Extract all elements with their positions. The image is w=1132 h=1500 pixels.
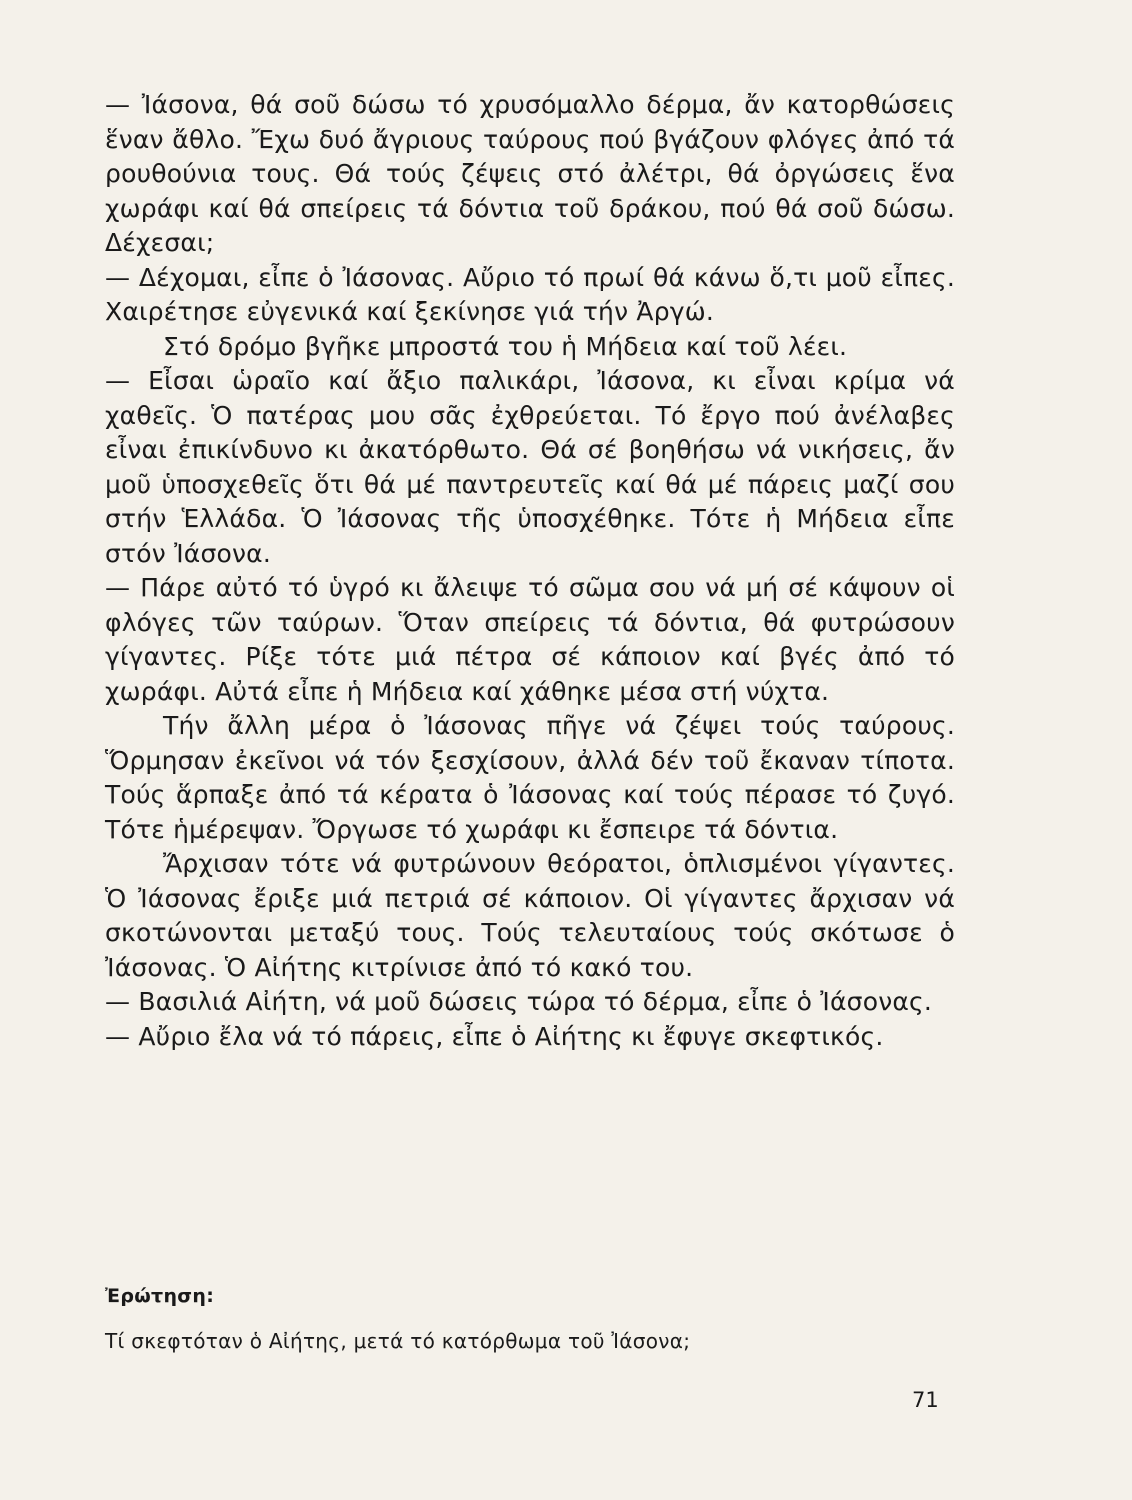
question-heading: Ἐρώτηση:	[105, 1285, 215, 1307]
paragraph-8: — Βασιλιά Αἰήτη, νά μοῦ δώσεις τώρα τό δέρμα, εἶπε ὁ Ἰάσονας.	[105, 987, 933, 1016]
paragraph-1: — Ἰάσονα, θά σοῦ δώσω τό χρυσόμαλλο δέρμα, ἄν κατορθώσεις ἕναν ἄθλο. Ἔχω δυό ἄγριους ταύρους πού βγάζουν φλόγες ἀπό τά ρουθούνια τους. Θά τούς ζέψεις στό ἀλέτρι, θά ὀργώσεις ἕνα χωράφι καί θά σπείρεις τά δόντια τοῦ δράκου, πού θά σοῦ δώσω. Δέχεσαι;	[105, 90, 955, 257]
paragraph-9: — Αὔριο ἔλα νά τό πάρεις, εἶπε ὁ Αἰήτης κι ἔφυγε σκεφτικός.	[105, 1021, 884, 1051]
paragraph-3: Στό δρόμο βγῆκε μπροστά του ἡ Μήδεια καί τοῦ λέει.	[163, 331, 848, 361]
paragraph-2: — Δέχομαι, εἶπε ὁ Ἰάσονας. Αὔριο τό πρωί θά κάνω ὅ,τι μοῦ εἶπες. Χαιρέτησε εὐγενικά καί ξεκίνησε γιά τήν Ἀργώ.	[105, 262, 955, 326]
page-number: 71	[912, 1388, 939, 1412]
question-text: Τί σκεφτόταν ὁ Αἰήτης, μετά τό κατόρθωμα τοῦ Ἰάσονα;	[105, 1329, 691, 1353]
paragraph-4: — Εἶσαι ὡραῖο καί ἄξιο παλικάρι, Ἰάσονα, κι εἶναι κρίμα νά χαθεῖς. Ὁ πατέρας μου σᾶς ἐχθρεύεται. Τό ἔργο πού ἀνέλαβες εἶναι ἐπικίνδυνο κι ἀκατόρθωτο. Θά σέ βοηθήσω νά νικήσεις, ἄν μοῦ ὑποσχεθεῖς ὅτι θά μέ παντρευτεῖς καί θά μέ πάρεις μαζί σου στήν Ἑλλάδα. Ὁ Ἰάσονας τῆς ὑποσχέθηκε. Τότε ἡ Μήδεια εἶπε στόν Ἰάσονα.	[105, 366, 955, 568]
question-section	[105, 1285, 955, 1353]
story-text	[105, 88, 955, 1054]
paragraph-5: — Πάρε αὐτό τό ὑγρό κι ἄλειψε τό σῶμα σου νά μή σέ κάψουν οἱ φλόγες τῶν ταύρων. Ὅταν σπείρεις τά δόντια, θά φυτρώσουν γίγαντες. Ρίξε τότε μιά πέτρα σέ κάποιον καί βγές ἀπό τό χωράφι. Αὐτά εἶπε ἡ Μήδεια καί χάθηκε μέσα στή νύχτα.	[105, 573, 955, 706]
paragraph-6: Τήν ἄλλη μέρα ὁ Ἰάσονας πῆγε νά ζέψει τούς ταύρους. Ὅρμησαν ἐκεῖνοι νά τόν ξεσχίσουν, ἀλλά δέν τοῦ ἔκαναν τίποτα. Τούς ἅρπαξε ἀπό τά κέρατα ὁ Ἰάσονας καί τούς πέρασε τό ζυγό. Τότε ἡμέρεψαν. Ὄργωσε τό χωράφι κι ἔσπειρε τά δόντια.	[105, 711, 955, 844]
paragraph-7: Ἄρχισαν τότε νά φυτρώνουν θεόρατοι, ὁπλισμένοι γίγαντες. Ὁ Ἰάσονας ἔριξε μιά πετριά σέ κάποιον. Οἱ γίγαντες ἄρχισαν νά σκοτώνονται μεταξύ τους. Τούς τελευταίους τούς σκότωσε ὁ Ἰάσονας. Ὁ Αἰήτης κιτρίνισε ἀπό τό κακό του.	[105, 849, 955, 982]
